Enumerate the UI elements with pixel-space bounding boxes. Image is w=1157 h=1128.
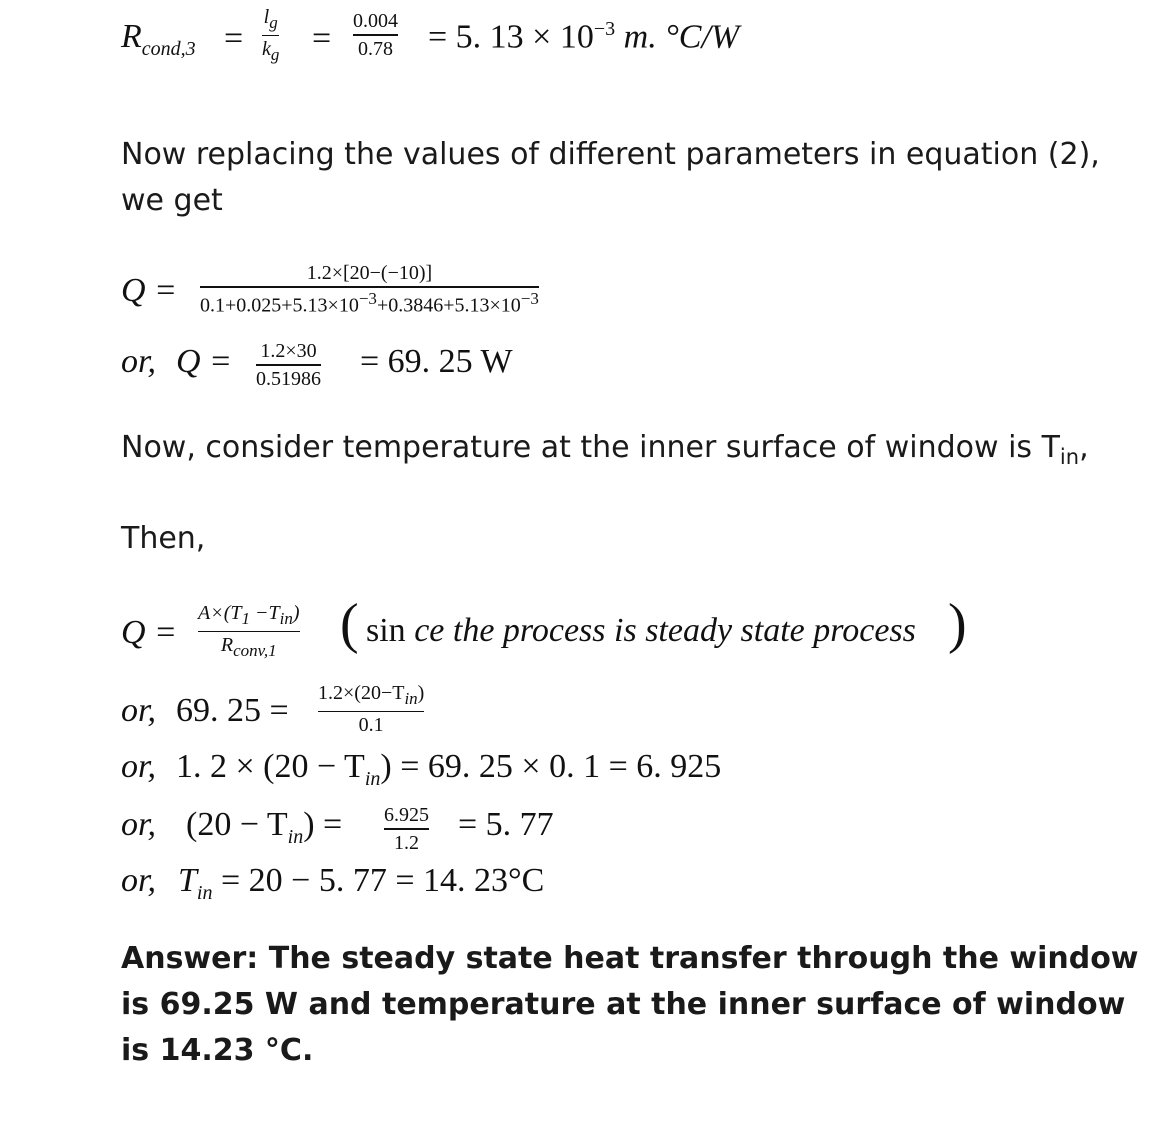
rcond3-fraction-symbolic: $l_g$ $k_g$ (262, 6, 280, 65)
q-main-fraction: 1.2×[20−(−10)] $0.1+0.025+5.13\times 10^{-3}+0.3846+5.13\times 10^{-3}$ (200, 262, 539, 317)
step1-fraction: $1.2\times(20-T_{in})$ 0.1 (318, 682, 425, 737)
step3-result: = 5. 77 (458, 806, 554, 843)
q-conv-note: sin ce the process is steady state process (366, 612, 916, 649)
step3-or: or, (121, 806, 156, 843)
step2-body: 1. $2 \times (20 - T_{in}) = 69$. 25 × 0. 1 = 6. 925 (176, 748, 722, 790)
step4-or: or, (121, 862, 156, 899)
rcond3-lhs: $R_{cond,3}$ (121, 18, 196, 60)
rcond3-equals-1: = (224, 20, 244, 57)
right-paren: ) (948, 593, 967, 655)
rcond3-result: = 5. $13 \times 10^{-3}$ m. °C/W (428, 18, 740, 56)
step2-or: or, (121, 748, 156, 785)
left-paren: ( (340, 593, 359, 655)
step1-lhs: 69. 25 = (176, 692, 289, 729)
q-value-lhs: Q = (176, 343, 232, 380)
rcond3-equals-2: = (312, 20, 332, 57)
q-conv-lhs: Q = (121, 614, 177, 651)
q-main-lhs: Q = (121, 272, 177, 309)
q-value-result: = 69. 25 W (360, 343, 513, 380)
paragraph-then: Then, (121, 521, 206, 556)
step1-or: or, (121, 692, 156, 729)
paragraph-consider-temperature: Now, consider temperature at the inner surface of window is $T_{in}$, (121, 430, 1089, 469)
q-value-fraction: 1.2×30 0.51986 (256, 340, 321, 390)
step3-fraction: 6.925 1.2 (384, 804, 429, 854)
answer-paragraph: Answer: The steady state heat transfer through the window is 69.25 W and temperature at the inner surface of window is 14.23 °C. (121, 941, 1139, 1068)
step4-body: $T_{in} = 20 - 5$. 77 = 14. 23°C (178, 862, 545, 904)
q-value-or: or, (121, 343, 156, 380)
q-conv-fraction: $A\times(T_1 -T_{in})$ $R_{conv,1}$ (198, 602, 300, 661)
paragraph-replacing-values: Now replacing the values of different parameters in equation (2), we get (121, 137, 1100, 218)
rcond3-fraction-numeric: 0.004 0.78 (353, 10, 398, 60)
step3-lhs: $(20 - T_{in})$ = (186, 806, 343, 848)
